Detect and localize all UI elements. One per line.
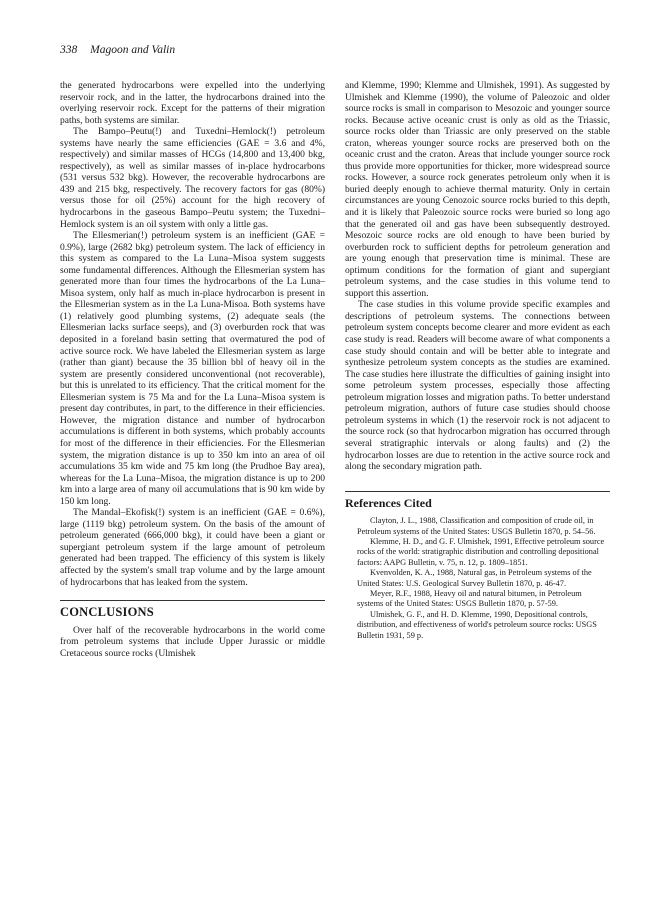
running-head — [60, 44, 175, 56]
reference-item: Meyer, R.F., 1988, Heavy oil and natural bitumen, in Petroleum systems of the United States: USGS Bulletin 1870, p. 57-59. — [357, 588, 582, 609]
running-head-authors: Magoon and Valin — [90, 44, 176, 56]
reference-item: Ulmishek, G. F., and H. D. Klemme, 1990, Depositional controls, distribution, and effectiveness of world's petroleum source rocks: USGS Bulletin 1931, 59 p. — [357, 609, 597, 640]
references-heading: References Cited — [345, 495, 432, 510]
section-divider — [60, 600, 325, 601]
page-number: 338 — [60, 44, 78, 56]
body-paragraph: the generated hydrocarbons were expelled into the underlying reservoir rock, and in the latter, the hydrocarbons drained into the overlying reservoir rock. Except for the patterns of their migration paths, both systems are similar. — [60, 80, 325, 126]
section-divider — [345, 491, 610, 492]
left-column — [60, 80, 325, 659]
body-paragraph: The Ellesmerian(!) petroleum system is an inefficient (GAE = 0.9%), large (2682 bkg) petroleum system. The lack of efficiency in this system as compared to the La Luna–Misoa system suggests some fundamental differences. Although the Ellesmerian system has generated more than four times the hydrocarbons of the La Luna–Misoa system, only half as much in-place hydrocarbon is present in the Ellesmerian system as in the La Luna-Misoa. Both systems have (1) relatively good plumbing systems, (2) adequate seals (the Ellesmerian lacks surface seeps), and (3) overburden rock that was deposited in a foreland basin setting that overmatured the pod of active source rock. We have labeled the Ellesmerian system as large (rather than giant) because the 35 billion bbl of heavy oil in the system are presently considered unconventional (not recoverable), but this is unrelated to its efficiency. That the critical moment for the Ellesmerian system is 75 Ma and for the La Luna–Misoa system is present day contributes, in part, to the difference in their efficiencies. However, the migration distance and number of hydrocarbon accumulations is different in both systems, which probably accounts for most of the difference in their efficiencies. For the Ellesmerian system, the migration distance is up to 350 km into an area of oil accumulations 35 km wide and 75 km long (the Prudhoe Bay area), whereas for the La Luna–Misoa, the migration distance is up to 200 km into a large area of many oil accumulations that is 90 km wide by 150 km long. — [60, 230, 325, 507]
reference-item: Clayton, J. L., 1988, Classification and composition of crude oil, in Petroleum systems of the United States: USGS Bulletin 1870, p. 54–56. — [357, 516, 596, 536]
reference-list — [345, 516, 610, 641]
body-paragraph: The case studies in this volume provide specific examples and descriptions of petroleum systems. The connections between petroleum system concepts become clearer and more evident as each case study is read. Readers will become aware of what components a case study should contain and will be better able to integrate and synthesize petroleum system concepts as the studies are examined. The case studies here illustrate the difficulties of gaining insight into some petroleum system processes, especially those affecting petroleum migration losses and migration paths. To better understand petroleum migration, authors of future case studies should choose petroleum systems in which (1) the reservoir rock is not adjacent to the source rock (so that hydrocarbon migration has occurred through several stratigraphic intervals or along faults) and (2) the hydrocarbon losses are due to retention in the active source rock and along the secondary migration path. — [345, 299, 610, 473]
right-column — [345, 80, 610, 641]
body-paragraph: The Bampo–Peutu(!) and Tuxedni–Hemlock(!) petroleum systems have nearly the same efficiencies (GAE = 3.6 and 4%, respectively) and similar masses of HCGs (14,800 and 13,400 bkg, respectively), as well as similar masses of in-place hydrocarbons (531 versus 532 bkg). However, the recoverable hydrocarbons are 439 and 215 bkg, respectively. The recovery factors for gas (80%) versus those for oil (25%) account for the high recovery of hydrocarbons in the gaseous Bampo–Peutu system; the Tuxedni–Hemlock system is an oil system with only a little gas. — [60, 126, 325, 230]
conclusions-paragraph: Over half of the recoverable hydrocarbons in the world come from petroleum systems that include Upper Jurassic or middle Cretaceous source rocks (Ulmishek — [60, 624, 325, 659]
body-paragraph: and Klemme, 1990; Klemme and Ulmishek, 1991). As suggested by Ulmishek and Klemme (1990), the volume of Paleozoic and older source rocks is small in comparison to Mesozoic and younger source rocks. Because active oceanic crust is only as old as the Triassic, source rocks older than Triassic are only preserved on the stable craton, whereas younger source rocks are preserved both on the oceanic crust and the craton. Areas that include younger source rock thus provide more opportunities for thicker, more widespread source rocks. However, a source rock generates petroleum only when it is buried deeply enough to achieve thermal maturity. Only in certain circumstances are young Cenozoic source rocks buried to this depth, and it is likely that Paleozoic source rocks were buried so long ago that the generated oil and gas have been subsequently destroyed. Mesozoic source rocks are old enough to have been buried by overburden rock to sufficient depths for petroleum generation and are young enough that preservation time is minimal. These are optimum conditions for the formation of giant and supergiant petroleum systems, and the case studies in this volume tend to support this assertion. — [345, 80, 610, 299]
reference-item: Kvenvolden, K. A., 1988, Natural gas, in Petroleum systems of the United States: U.S. Geological Survey Bulletin 1870, p. 46-47. — [357, 568, 592, 588]
body-paragraph: The Mandal–Ekofisk(!) system is an inefficient (GAE = 0.6%), large (1119 bkg) petroleum system. On the basis of the amount of petroleum generated (666,000 bkg), it could have been a giant or supergiant petroleum system if the large amount of petroleum generated had been trapped. The efficiency of this system is likely affected by the system's small trap volume and by the large amount of hydrocarbons that has leaked from the system. — [60, 507, 325, 588]
reference-item: Klemme, H. D., and G. F. Ulmishek, 1991, Effective petroleum source rocks of the world: stratigraphic distribution and controlling depositional factors: AAPG Bulletin, v. 75, n. 12, p. 1809–1851. — [357, 536, 605, 567]
conclusions-heading: CONCLUSIONS — [60, 605, 154, 620]
